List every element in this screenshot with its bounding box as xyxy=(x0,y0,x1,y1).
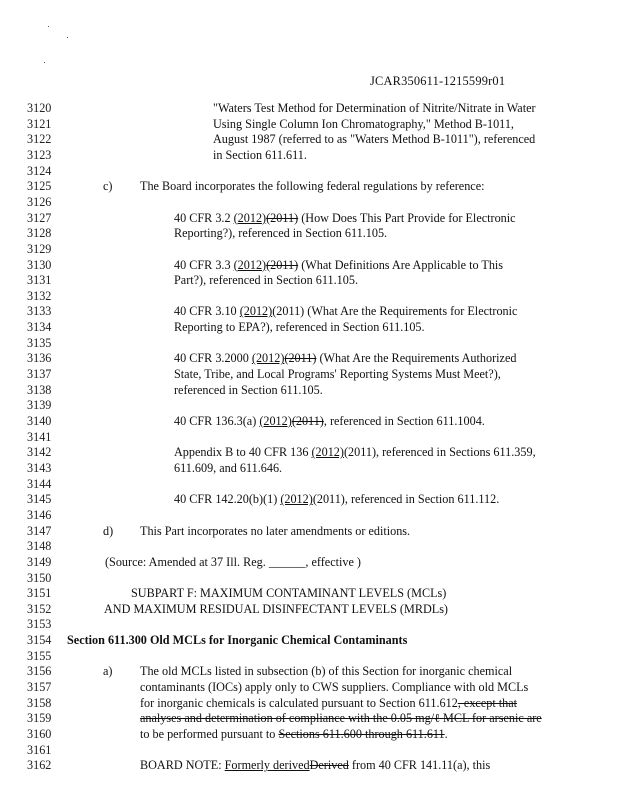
line-number: 3133 xyxy=(27,304,52,319)
text-run: 40 CFR 142.20(b)(1) xyxy=(174,492,281,507)
line-number: 3157 xyxy=(27,680,52,695)
line-number: 3151 xyxy=(27,586,52,601)
deleted-text: Derived xyxy=(309,758,349,773)
line-number: 3135 xyxy=(27,335,52,350)
line-text xyxy=(140,757,490,774)
line-text xyxy=(174,366,501,383)
document-line xyxy=(0,303,619,320)
document-line xyxy=(0,116,619,133)
document-line xyxy=(0,695,619,712)
line-number: 3147 xyxy=(27,523,52,538)
text-run: (What Are the Requirements Authorized xyxy=(316,351,517,366)
line-text xyxy=(213,147,307,164)
text-run: (Source: Amended at 37 Ill. Reg. ______, effective ) xyxy=(105,554,361,569)
line-number: 3123 xyxy=(27,147,52,162)
line-number: 3141 xyxy=(27,429,52,444)
line-text xyxy=(140,679,528,696)
line-number: 3146 xyxy=(27,507,52,522)
text-run: (2011), referenced in Section 611.112. xyxy=(312,492,500,507)
document-line xyxy=(0,523,619,540)
text-run: , referenced in Section 611.1004. xyxy=(323,414,485,428)
line-number: 3156 xyxy=(27,664,52,679)
line-number: 3126 xyxy=(27,194,52,209)
line-text xyxy=(131,585,446,602)
text-run: 40 CFR 3.10 xyxy=(174,304,240,319)
line-number: 3161 xyxy=(27,742,52,757)
scan-speck xyxy=(44,62,45,63)
text-run: referenced in Section 611.105. xyxy=(174,382,323,397)
document-line xyxy=(0,585,619,602)
line-number: 3159 xyxy=(27,711,52,726)
line-number: 3154 xyxy=(27,633,52,648)
line-text xyxy=(174,225,387,242)
line-text xyxy=(174,210,516,227)
line-number: 3130 xyxy=(27,257,52,272)
inserted-text: (2012) xyxy=(239,304,273,319)
line-text xyxy=(174,272,358,289)
document-line xyxy=(0,742,619,759)
document-line xyxy=(0,616,619,633)
document-line xyxy=(0,444,619,461)
text-run: 40 CFR 136.3(a) xyxy=(174,414,260,428)
line-number: 3140 xyxy=(27,414,52,428)
document-line xyxy=(0,210,619,227)
text-run: BOARD NOTE: xyxy=(140,758,225,773)
line-number: 3148 xyxy=(27,539,52,554)
text-run: August 1987 (referred to as "Waters Method B-1011"), referenced xyxy=(213,132,536,147)
line-number: 3137 xyxy=(27,367,52,382)
text-run: Reporting to EPA?), referenced in Section 611.105. xyxy=(174,320,425,335)
line-text xyxy=(140,710,542,727)
line-text xyxy=(140,178,485,195)
text-run: for inorganic chemicals is calculated pursuant to Section 611.612 xyxy=(140,695,458,710)
document-line xyxy=(0,257,619,274)
text-run: SUBPART F: MAXIMUM CONTAMINANT LEVELS (MCLs) xyxy=(131,586,447,601)
line-number: 3160 xyxy=(27,727,52,741)
text-run: in Section 611.611. xyxy=(213,147,307,162)
text-run: (2011) (What Are the Requirements for Electronic xyxy=(272,304,518,319)
document-line xyxy=(0,100,619,117)
line-number: 3136 xyxy=(27,351,52,366)
text-run: (What Definitions Are Applicable to This xyxy=(298,257,504,272)
scan-speck xyxy=(67,37,68,38)
line-number: 3162 xyxy=(27,758,52,773)
line-number: 3152 xyxy=(27,601,52,616)
subsection-label: c) xyxy=(103,179,113,194)
deleted-text: analyses and determination of compliance with the 0.05 mg/ℓ MCL for arsenic are xyxy=(140,711,542,726)
document-line xyxy=(0,429,619,446)
line-number: 3153 xyxy=(27,617,52,632)
document-line xyxy=(0,194,619,211)
line-number: 3142 xyxy=(27,445,52,460)
line-text xyxy=(174,319,425,336)
document-line xyxy=(0,491,619,508)
line-text xyxy=(174,257,503,274)
line-text xyxy=(213,116,514,133)
line-text xyxy=(104,601,448,618)
text-run: 40 CFR 3.2000 xyxy=(174,351,252,366)
line-text xyxy=(174,491,499,508)
line-number: 3124 xyxy=(27,163,52,178)
document-line xyxy=(0,397,619,414)
document-line xyxy=(0,710,619,727)
deleted-text: (2011) xyxy=(266,257,299,272)
document-line xyxy=(0,570,619,587)
inserted-text: (2012) xyxy=(311,445,344,460)
subsection-label: d) xyxy=(103,523,114,538)
line-text xyxy=(140,726,448,743)
deleted-text: (2011) xyxy=(291,414,324,428)
inserted-text: (2012) xyxy=(251,351,285,366)
text-run: AND MAXIMUM RESIDUAL DISINFECTANT LEVELS (MRDLs) xyxy=(104,601,448,616)
line-text xyxy=(174,460,282,477)
line-number: 3127 xyxy=(27,210,52,225)
inserted-text: (2012) xyxy=(259,414,292,428)
document-line xyxy=(0,272,619,289)
document-line xyxy=(0,460,619,477)
line-number: 3128 xyxy=(27,226,52,241)
document-line xyxy=(0,648,619,665)
text-run: Appendix B to 40 CFR 136 xyxy=(174,445,312,460)
line-number: 3158 xyxy=(27,695,52,710)
text-run: (2011), referenced in Sections 611.359, xyxy=(343,445,536,460)
subsection-label: a) xyxy=(103,664,113,679)
inserted-text: (2012) xyxy=(280,492,313,507)
document-line xyxy=(0,507,619,524)
text-run: This Part incorporates no later amendments or editions. xyxy=(140,523,411,538)
section-heading: Section 611.300 Old MCLs for Inorganic Chemical Contaminants xyxy=(67,633,408,648)
document-line xyxy=(0,178,619,195)
scan-speck xyxy=(48,26,49,27)
document-line xyxy=(0,131,619,148)
line-number: 3131 xyxy=(27,273,52,288)
deleted-text: , except that xyxy=(457,695,518,710)
line-text xyxy=(174,413,485,430)
text-run: Part?), referenced in Section 611.105. xyxy=(174,273,358,288)
document-line xyxy=(0,288,619,305)
text-run: 611.609, and 611.646. xyxy=(174,460,283,475)
document-line xyxy=(0,476,619,493)
document-line xyxy=(0,350,619,367)
line-number: 3120 xyxy=(27,101,52,115)
line-number: 3121 xyxy=(27,116,52,131)
text-run: (How Does This Part Provide for Electronic xyxy=(298,210,516,225)
line-number: 3149 xyxy=(27,554,52,569)
document-line xyxy=(0,554,619,571)
line-text xyxy=(140,695,517,712)
line-number: 3129 xyxy=(27,241,52,256)
line-number: 3145 xyxy=(27,492,52,507)
line-text xyxy=(105,554,361,571)
document-line xyxy=(0,366,619,383)
text-run: State, Tribe, and Local Programs' Reporting Systems Must Meet?), xyxy=(174,367,501,382)
line-text xyxy=(174,382,323,399)
deleted-text: (2011) xyxy=(266,210,299,225)
document-line xyxy=(0,601,619,618)
document-line xyxy=(0,663,619,680)
text-run: from 40 CFR 141.11(a), this xyxy=(348,758,491,773)
line-number: 3143 xyxy=(27,460,52,475)
document-line xyxy=(0,726,619,743)
document-line xyxy=(0,413,619,430)
text-run: to be performed pursuant to xyxy=(140,727,279,741)
document-line xyxy=(0,147,619,164)
text-run: 40 CFR 3.3 xyxy=(174,257,234,272)
line-text xyxy=(67,632,407,649)
line-text xyxy=(140,663,512,680)
document-line xyxy=(0,632,619,649)
line-text xyxy=(174,303,517,320)
document-line xyxy=(0,335,619,352)
document-line xyxy=(0,241,619,258)
inserted-text: Formerly derived xyxy=(224,758,310,773)
line-text xyxy=(174,444,536,461)
document-line xyxy=(0,225,619,242)
line-number: 3134 xyxy=(27,320,52,335)
document-line xyxy=(0,679,619,696)
document-line xyxy=(0,319,619,336)
text-run: Reporting?), referenced in Section 611.105. xyxy=(174,226,388,241)
document-line xyxy=(0,538,619,555)
text-run: Using Single Column Ion Chromatography," Method B-1011, xyxy=(213,116,514,131)
line-text xyxy=(174,350,516,367)
deleted-text: (2011) xyxy=(284,351,317,366)
line-number: 3139 xyxy=(27,398,52,413)
line-number: 3155 xyxy=(27,648,52,663)
document-header-code: JCAR350611-1215599r01 xyxy=(370,74,506,88)
line-number: 3125 xyxy=(27,179,52,194)
text-run: . xyxy=(444,727,448,741)
text-run: 40 CFR 3.2 xyxy=(174,210,234,225)
document-line xyxy=(0,757,619,774)
line-number: 3144 xyxy=(27,476,52,491)
text-run: The old MCLs listed in subsection (b) of this Section for inorganic chemical xyxy=(140,664,513,679)
text-run: The Board incorporates the following federal regulations by reference: xyxy=(140,179,485,194)
line-number: 3122 xyxy=(27,132,52,147)
line-text xyxy=(140,523,410,540)
document-line xyxy=(0,382,619,399)
line-text xyxy=(213,131,535,148)
text-run: contaminants (IOCs) apply only to CWS suppliers. Compliance with old MCLs xyxy=(140,680,529,695)
document-line xyxy=(0,163,619,180)
line-text xyxy=(213,100,536,117)
deleted-text: Sections 611.600 through 611.611 xyxy=(278,727,445,741)
line-number: 3132 xyxy=(27,288,52,303)
inserted-text: (2012) xyxy=(233,257,267,272)
line-number: 3150 xyxy=(27,570,52,585)
inserted-text: (2012) xyxy=(233,210,267,225)
line-number: 3138 xyxy=(27,382,52,397)
text-run: "Waters Test Method for Determination of Nitrite/Nitrate in Water xyxy=(213,101,536,115)
